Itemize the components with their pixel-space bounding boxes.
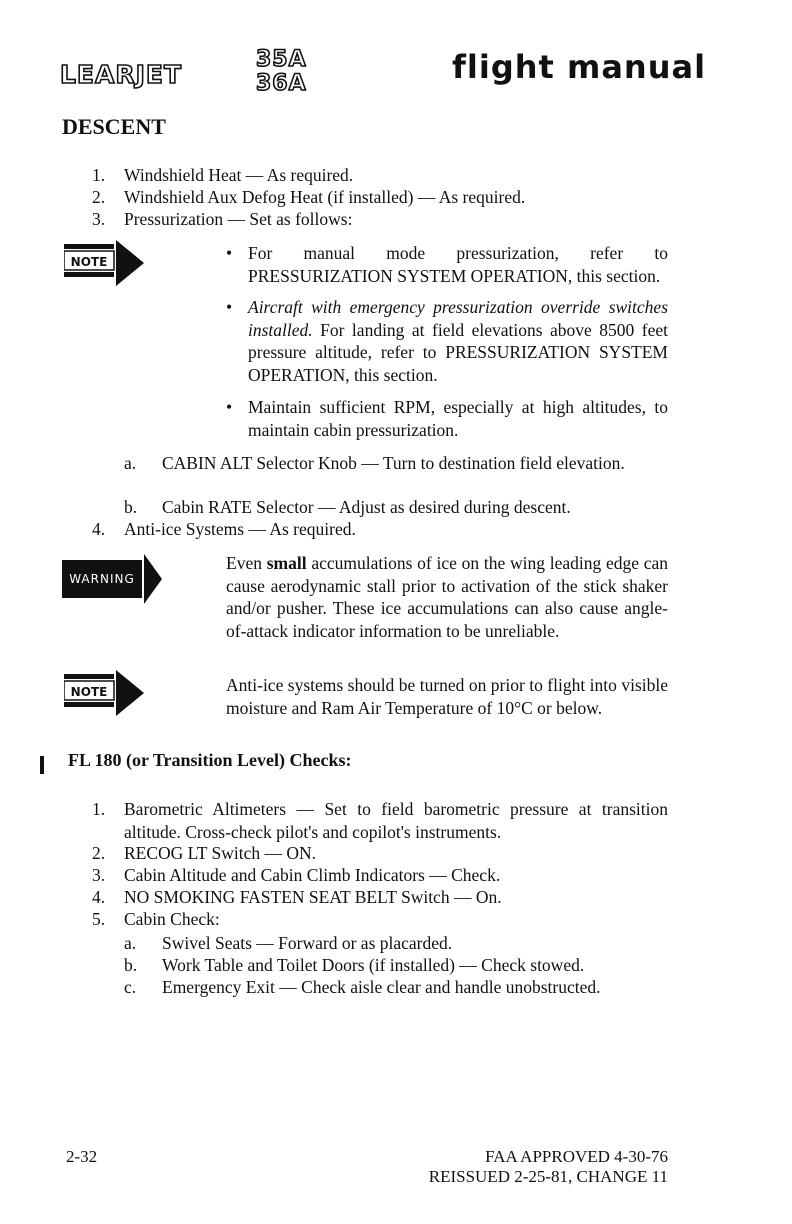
substep-text: Swivel Seats — Forward or as placarded. xyxy=(162,933,453,953)
bullet-icon: • xyxy=(226,243,233,263)
approval-date: FAA APPROVED 4-30-76 xyxy=(485,1147,668,1166)
warning-text xyxy=(226,552,668,642)
note-label: NOTE xyxy=(70,685,108,699)
note-bullet-rest: For landing at field elevations above 8500 feet pressure altitude, refer to PRESSURIZATION SYSTEM OPERATION, this section. xyxy=(248,319,668,385)
note-label: NOTE xyxy=(70,255,108,269)
warning-badge-icon xyxy=(62,552,162,606)
step-text: Pressurization — Set as follows: xyxy=(124,209,353,229)
italic-lead: Aircraft with emergency pressurization override switches installed. xyxy=(248,297,668,340)
section-heading: FL 180 (or Transition Level) Checks: xyxy=(68,750,352,770)
reissue-info: REISSUED 2-25-81, CHANGE 11 xyxy=(428,1167,668,1186)
substep-letter: a. xyxy=(124,933,137,953)
note-badge xyxy=(64,240,156,286)
brand-name: LEARJET xyxy=(60,60,183,89)
note-badge-icon xyxy=(64,240,156,286)
step-number: 3. xyxy=(92,865,106,885)
step-text: Cabin Check: xyxy=(124,909,220,929)
section-title: DESCENT xyxy=(62,114,166,139)
step-text: Windshield Aux Defog Heat (if installed) — As required. xyxy=(124,187,526,207)
page-number: 2-32 xyxy=(66,1147,98,1166)
substep-letter: c. xyxy=(124,977,137,997)
change-bar xyxy=(40,756,44,774)
warning-pre: Even xyxy=(226,553,262,573)
step-number: 2. xyxy=(92,187,106,207)
warning-badge xyxy=(62,552,162,606)
step-number: 1. xyxy=(92,799,106,819)
step-text: RECOG LT Switch — ON. xyxy=(124,843,317,863)
step-text: Cabin Altitude and Cabin Climb Indicators — Check. xyxy=(124,865,501,885)
warning-label: WARNING xyxy=(69,572,135,586)
substep-text: Emergency Exit — Check aisle clear and handle unobstructed. xyxy=(162,977,601,997)
step-text: NO SMOKING FASTEN SEAT BELT Switch — On. xyxy=(124,887,502,907)
step-number: 5. xyxy=(92,909,106,929)
substep-letter: b. xyxy=(124,497,138,517)
note-text: Anti-ice systems should be turned on prior to flight into visible moisture and Ram Air Temperature of 10°C or below. xyxy=(226,675,668,718)
warning-rest: accumulations of ice on the wing leading edge can cause aerodynamic stall prior to activation of the stick shaker and/or pusher. These ice accumulations can also cause angle-of-attack indicator information to be unreliable. xyxy=(226,553,669,641)
note-bullet-text xyxy=(248,296,668,386)
step-text: Windshield Heat — As required. xyxy=(124,165,354,185)
model-bottom: 36A xyxy=(256,71,307,96)
substep-text: Cabin RATE Selector — Adjust as desired during descent. xyxy=(162,497,571,517)
substep-letter: b. xyxy=(124,955,138,975)
note-bullet-text: For manual mode pressurization, refer to PRESSURIZATION SYSTEM OPERATION, this section. xyxy=(248,243,668,286)
substep-text: Work Table and Toilet Doors (if installed) — Check stowed. xyxy=(162,955,585,975)
step-number: 4. xyxy=(92,887,106,907)
step-text: Anti-ice Systems — As required. xyxy=(124,519,356,539)
learjet-logo xyxy=(60,47,307,104)
step-number: 1. xyxy=(92,165,106,185)
step-number: 3. xyxy=(92,209,106,229)
step-number: 4. xyxy=(92,519,106,539)
note-bullet-text: Maintain sufficient RPM, especially at high altitudes, to maintain cabin pressurization. xyxy=(248,397,668,440)
manual-title: flight manual xyxy=(452,48,707,86)
substep-letter: a. xyxy=(124,453,137,473)
bullet-icon: • xyxy=(226,397,233,417)
substep-text: CABIN ALT Selector Knob — Turn to destination field elevation. xyxy=(162,453,625,473)
note-badge xyxy=(64,670,156,716)
warning-emphasis: small xyxy=(266,553,307,573)
step-text: Barometric Altimeters — Set to field barometric pressure at transition altitude. Cross-check pilot's and copilot's instruments. xyxy=(124,799,668,842)
model-top: 35A xyxy=(256,47,307,72)
step-number: 2. xyxy=(92,843,106,863)
bullet-icon: • xyxy=(226,297,233,317)
note-badge-icon xyxy=(64,670,156,716)
